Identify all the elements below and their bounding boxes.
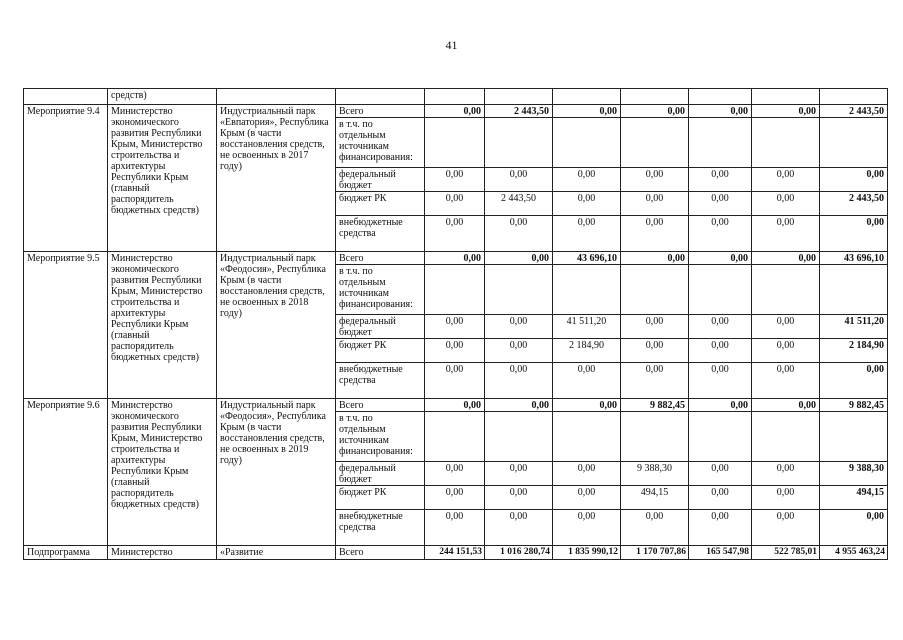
value-cell: 43 696,10 bbox=[553, 252, 621, 265]
value-cell: 0,00 bbox=[553, 192, 621, 216]
value-cell: 0,00 bbox=[621, 105, 689, 118]
value-cell: 0,00 bbox=[689, 399, 752, 412]
value-cell: 43 696,10 bbox=[820, 252, 888, 265]
funding-source: внебюджетные средства bbox=[336, 510, 425, 546]
value-cell: 2 443,50 bbox=[820, 105, 888, 118]
value-cell: 0,00 bbox=[553, 510, 621, 546]
budget-table bbox=[23, 88, 888, 560]
value-cell: 0,00 bbox=[689, 252, 752, 265]
value-cell: 0,00 bbox=[425, 192, 485, 216]
value-cell bbox=[621, 265, 689, 315]
value-cell: 0,00 bbox=[752, 339, 820, 363]
value-cell: 0,00 bbox=[425, 339, 485, 363]
value-cell: 0,00 bbox=[553, 399, 621, 412]
value-cell: 2 443,50 bbox=[485, 192, 553, 216]
measure-code: Мероприятие 9.5 bbox=[24, 252, 108, 399]
funding-source: Всего bbox=[336, 105, 425, 118]
value-cell: 0,00 bbox=[553, 105, 621, 118]
table-body bbox=[24, 89, 888, 560]
value-cell: 165 547,98 bbox=[689, 546, 752, 560]
value-cell: 0,00 bbox=[621, 168, 689, 192]
value-cell: 0,00 bbox=[485, 315, 553, 339]
value-cell bbox=[425, 265, 485, 315]
value-cell: 0,00 bbox=[752, 216, 820, 252]
value-cell: 0,00 bbox=[425, 486, 485, 510]
value-cell: 0,00 bbox=[621, 363, 689, 399]
value-cell: 0,00 bbox=[425, 363, 485, 399]
measure-name: Индустриальный парк «Евпатория», Республика Крым (в части восстановления средств, не освоенных в 2017 году) bbox=[217, 105, 336, 252]
table-row bbox=[24, 399, 888, 412]
funding-source: бюджет РК bbox=[336, 192, 425, 216]
value-cell: 0,00 bbox=[820, 216, 888, 252]
value-cell bbox=[485, 118, 553, 168]
funding-source: внебюджетные средства bbox=[336, 363, 425, 399]
value-cell: 0,00 bbox=[689, 168, 752, 192]
value-cell: 0,00 bbox=[752, 510, 820, 546]
value-cell: 0,00 bbox=[820, 168, 888, 192]
value-cell bbox=[689, 412, 752, 462]
value-cell bbox=[621, 118, 689, 168]
value-cell bbox=[752, 265, 820, 315]
name-cell bbox=[217, 89, 336, 105]
value-cell: 522 785,01 bbox=[752, 546, 820, 560]
value-cell: 0,00 bbox=[485, 462, 553, 486]
value-cell: 0,00 bbox=[553, 462, 621, 486]
value-cell: 9 388,30 bbox=[820, 462, 888, 486]
value-cell bbox=[820, 265, 888, 315]
value-cell: 0,00 bbox=[752, 315, 820, 339]
measure-executor: Министерство экономического развития Республики Крым, Министерство строительства и архитектуры Республики Крым (главный распорядитель бюджетных средств) bbox=[108, 105, 217, 252]
value-cell bbox=[553, 265, 621, 315]
value-cell: 0,00 bbox=[425, 510, 485, 546]
measure-name: Индустриальный парк «Феодосия», Республика Крым (в части восстановления средств, не освоенных в 2018 году) bbox=[217, 252, 336, 399]
executor-cell: средств) bbox=[108, 89, 217, 105]
page-number: 41 bbox=[445, 38, 458, 52]
value-cell: 41 511,20 bbox=[820, 315, 888, 339]
value-cell: 2 443,50 bbox=[820, 192, 888, 216]
value-cell bbox=[621, 89, 689, 105]
subprogram-code: Подпрограмма bbox=[24, 546, 108, 560]
funding-source: федеральный бюджет bbox=[336, 168, 425, 192]
value-cell: 0,00 bbox=[820, 510, 888, 546]
value-cell bbox=[752, 118, 820, 168]
value-cell: 494,15 bbox=[621, 486, 689, 510]
funding-source: в т.ч. по отдельным источникам финансирования: bbox=[336, 265, 425, 315]
funding-source: внебюджетные средства bbox=[336, 216, 425, 252]
value-cell bbox=[425, 118, 485, 168]
table-row bbox=[24, 252, 888, 265]
value-cell: 0,00 bbox=[425, 315, 485, 339]
value-cell bbox=[485, 412, 553, 462]
top-fragment-row bbox=[24, 89, 888, 105]
value-cell: 0,00 bbox=[425, 105, 485, 118]
value-cell: 0,00 bbox=[621, 252, 689, 265]
value-cell: 0,00 bbox=[621, 339, 689, 363]
value-cell: 0,00 bbox=[485, 216, 553, 252]
value-cell: 0,00 bbox=[689, 315, 752, 339]
value-cell bbox=[553, 89, 621, 105]
value-cell: 2 184,90 bbox=[553, 339, 621, 363]
value-cell bbox=[553, 412, 621, 462]
measure-code: Мероприятие 9.4 bbox=[24, 105, 108, 252]
value-cell: 0,00 bbox=[689, 462, 752, 486]
value-cell bbox=[820, 412, 888, 462]
value-cell: 0,00 bbox=[425, 168, 485, 192]
funding-source: Всего bbox=[336, 399, 425, 412]
table-row bbox=[24, 105, 888, 118]
value-cell: 0,00 bbox=[425, 462, 485, 486]
subprogram-name: «Развитие bbox=[217, 546, 336, 560]
value-cell: 0,00 bbox=[621, 192, 689, 216]
source-cell bbox=[336, 89, 425, 105]
value-cell: 0,00 bbox=[485, 399, 553, 412]
value-cell: 0,00 bbox=[621, 315, 689, 339]
value-cell: 1 170 707,86 bbox=[621, 546, 689, 560]
value-cell: 4 955 463,24 bbox=[820, 546, 888, 560]
value-cell bbox=[689, 118, 752, 168]
value-cell: 0,00 bbox=[752, 363, 820, 399]
value-cell bbox=[553, 118, 621, 168]
value-cell: 0,00 bbox=[485, 510, 553, 546]
funding-source: Всего bbox=[336, 252, 425, 265]
value-cell bbox=[689, 89, 752, 105]
value-cell: 494,15 bbox=[820, 486, 888, 510]
measure-code: Мероприятие 9.6 bbox=[24, 399, 108, 546]
funding-source: бюджет РК bbox=[336, 486, 425, 510]
value-cell: 0,00 bbox=[621, 216, 689, 252]
value-cell bbox=[689, 265, 752, 315]
value-cell: 0,00 bbox=[820, 363, 888, 399]
value-cell: 0,00 bbox=[485, 339, 553, 363]
value-cell: 0,00 bbox=[425, 399, 485, 412]
measure-name: Индустриальный парк «Феодосия», Республика Крым (в части восстановления средств, не освоенных в 2019 году) bbox=[217, 399, 336, 546]
subprogram-row bbox=[24, 546, 888, 560]
value-cell bbox=[425, 412, 485, 462]
value-cell: 2 184,90 bbox=[820, 339, 888, 363]
value-cell: 0,00 bbox=[621, 510, 689, 546]
value-cell bbox=[820, 118, 888, 168]
value-cell: 0,00 bbox=[553, 363, 621, 399]
value-cell bbox=[425, 89, 485, 105]
value-cell: 0,00 bbox=[752, 105, 820, 118]
funding-source: федеральный бюджет bbox=[336, 315, 425, 339]
value-cell: 0,00 bbox=[689, 510, 752, 546]
value-cell: 244 151,53 bbox=[425, 546, 485, 560]
value-cell: 0,00 bbox=[553, 486, 621, 510]
measure-executor: Министерство экономического развития Республики Крым, Министерство строительства и архитектуры Республики Крым (главный распорядитель бюджетных средств) bbox=[108, 399, 217, 546]
funding-source: федеральный бюджет bbox=[336, 462, 425, 486]
funding-source: бюджет РК bbox=[336, 339, 425, 363]
value-cell: 0,00 bbox=[752, 462, 820, 486]
value-cell: 0,00 bbox=[752, 252, 820, 265]
value-cell: 41 511,20 bbox=[553, 315, 621, 339]
value-cell: 0,00 bbox=[425, 252, 485, 265]
value-cell: 0,00 bbox=[689, 105, 752, 118]
value-cell: 0,00 bbox=[485, 168, 553, 192]
value-cell: 9 882,45 bbox=[621, 399, 689, 412]
value-cell: 0,00 bbox=[485, 486, 553, 510]
value-cell bbox=[485, 89, 553, 105]
value-cell: 0,00 bbox=[752, 192, 820, 216]
subprogram-executor: Министерство bbox=[108, 546, 217, 560]
value-cell: 1 835 990,12 bbox=[553, 546, 621, 560]
value-cell bbox=[621, 412, 689, 462]
measure-executor: Министерство экономического развития Республики Крым, Министерство строительства и архитектуры Республики Крым (главный распорядитель бюджетных средств) bbox=[108, 252, 217, 399]
value-cell: 0,00 bbox=[752, 168, 820, 192]
value-cell: 0,00 bbox=[689, 486, 752, 510]
value-cell: 0,00 bbox=[425, 216, 485, 252]
value-cell bbox=[485, 265, 553, 315]
value-cell bbox=[820, 89, 888, 105]
value-cell: 0,00 bbox=[485, 363, 553, 399]
value-cell: 2 443,50 bbox=[485, 105, 553, 118]
value-cell: 9 388,30 bbox=[621, 462, 689, 486]
value-cell: 0,00 bbox=[689, 363, 752, 399]
code-cell bbox=[24, 89, 108, 105]
value-cell: 0,00 bbox=[689, 192, 752, 216]
value-cell: 0,00 bbox=[689, 216, 752, 252]
funding-source: в т.ч. по отдельным источникам финансирования: bbox=[336, 118, 425, 168]
value-cell: 0,00 bbox=[752, 399, 820, 412]
funding-source: Всего bbox=[336, 546, 425, 560]
value-cell: 0,00 bbox=[752, 486, 820, 510]
value-cell: 0,00 bbox=[485, 252, 553, 265]
value-cell: 0,00 bbox=[553, 216, 621, 252]
value-cell: 0,00 bbox=[553, 168, 621, 192]
value-cell bbox=[752, 89, 820, 105]
value-cell: 0,00 bbox=[689, 339, 752, 363]
value-cell bbox=[752, 412, 820, 462]
funding-source: в т.ч. по отдельным источникам финансирования: bbox=[336, 412, 425, 462]
value-cell: 1 016 280,74 bbox=[485, 546, 553, 560]
value-cell: 9 882,45 bbox=[820, 399, 888, 412]
